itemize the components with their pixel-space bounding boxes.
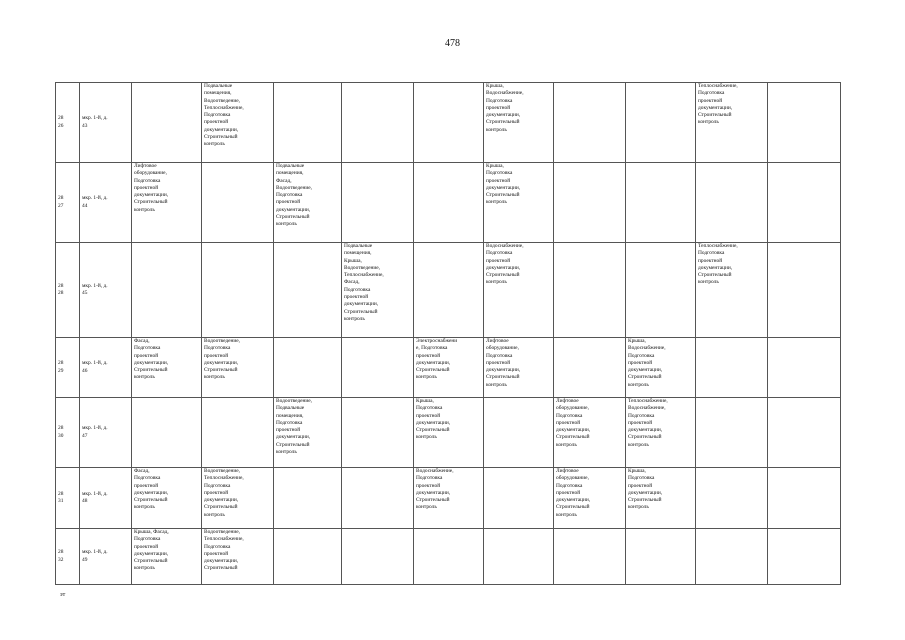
work-cell (554, 163, 626, 243)
work-cell (414, 83, 484, 163)
address-cell: мкр. 1-й, д. 46 (80, 338, 132, 398)
work-cell (484, 529, 554, 585)
work-cell (342, 163, 414, 243)
page-number: 478 (445, 38, 460, 49)
work-cell: Водоотведение, Подвальные помещения, Подготовка проектной документации, Строительный контроль (274, 398, 342, 468)
table-row (56, 243, 841, 338)
work-cell (274, 243, 342, 338)
repair-schedule-table (55, 82, 841, 585)
work-cell (342, 338, 414, 398)
work-cell (274, 468, 342, 529)
work-cell: Подвальные помещения, Водоотведение, Теплоснабжение, Подготовка проектной документации, Строительный контроль (202, 83, 274, 163)
work-cell: Лифтовое оборудование, Подготовка проектной документации, Строительный контроль (554, 398, 626, 468)
work-cell (626, 529, 696, 585)
address-cell: мкр. 1-й, д. 48 (80, 468, 132, 529)
address-cell: мкр. 1-й, д. 49 (80, 529, 132, 585)
row-number-cell: 28 31 (56, 468, 80, 529)
work-cell: Крыша, Подготовка проектной документации, Строительный контроль (626, 468, 696, 529)
work-cell: Водоснабжение, Подготовка проектной документации, Строительный контроль (484, 243, 554, 338)
work-cell (484, 398, 554, 468)
work-cell (202, 398, 274, 468)
row-number-cell: 28 32 (56, 529, 80, 585)
address-cell: мкр. 1-й, д. 43 (80, 83, 132, 163)
work-cell (274, 529, 342, 585)
work-cell (768, 243, 841, 338)
work-cell (414, 529, 484, 585)
work-cell (132, 243, 202, 338)
work-cell (696, 398, 768, 468)
work-cell (132, 83, 202, 163)
work-cell (768, 338, 841, 398)
table-row (56, 338, 841, 398)
work-cell: Водоотведение, Теплоснабжение, Подготовка проектной документации, Строительный (202, 529, 274, 585)
work-cell: Лифтовое оборудование, Подготовка проектной документации, Строительный контроль (484, 338, 554, 398)
work-cell (768, 398, 841, 468)
work-cell (554, 529, 626, 585)
row-number-cell: 28 30 (56, 398, 80, 468)
work-cell (274, 83, 342, 163)
work-cell (554, 243, 626, 338)
work-cell: Крыша, Водоснабжение, Подготовка проектной документации, Строительный контроль (484, 83, 554, 163)
work-cell (342, 83, 414, 163)
work-cell (202, 243, 274, 338)
work-cell: Фасад, Подготовка проектной документации, Строительный контроль (132, 468, 202, 529)
work-cell (554, 338, 626, 398)
work-cell: Водоснабжение, Подготовка проектной документации, Строительный контроль (414, 468, 484, 529)
row-number-cell: 28 29 (56, 338, 80, 398)
work-cell: Теплоснабжение, Водоснабжение, Подготовка проектной документации, Строительный контроль (626, 398, 696, 468)
work-cell: Подвальные помещения, Фасад, Водоотведение, Подготовка проектной документации, Строительный контроль (274, 163, 342, 243)
work-cell (626, 163, 696, 243)
work-cell (484, 468, 554, 529)
work-cell: Теплоснабжение, Подготовка проектной документации, Строительный контроль (696, 83, 768, 163)
work-cell: Крыша, Подготовка проектной документации, Строительный контроль (414, 398, 484, 468)
address-cell: мкр. 1-й, д. 47 (80, 398, 132, 468)
work-cell (414, 163, 484, 243)
work-cell (696, 338, 768, 398)
work-cell: Теплоснабжение, Подготовка проектной документации, Строительный контроль (696, 243, 768, 338)
work-cell: Водоотведение, Подготовка проектной документации, Строительный контроль (202, 338, 274, 398)
address-cell: мкр. 1-й, д. 44 (80, 163, 132, 243)
work-cell (414, 243, 484, 338)
work-cell: Фасад, Подготовка проектной документации, Строительный контроль (132, 338, 202, 398)
work-cell (626, 243, 696, 338)
row-number-cell: 28 27 (56, 163, 80, 243)
work-cell (696, 529, 768, 585)
table-row (56, 468, 841, 529)
work-cell (768, 529, 841, 585)
work-cell (342, 468, 414, 529)
work-cell (626, 83, 696, 163)
work-cell (202, 163, 274, 243)
work-cell: Электроснабжени e, Подготовка проектной документации, Строительный контроль (414, 338, 484, 398)
work-cell: Водоотведение, Теплоснабжение, Подготовка проектной документации, Строительный контроль (202, 468, 274, 529)
footer-note: эт (60, 592, 66, 598)
work-cell (768, 163, 841, 243)
work-cell (768, 83, 841, 163)
work-cell: Лифтовое оборудование, Подготовка проектной документации, Строительный контроль (132, 163, 202, 243)
table-row (56, 83, 841, 163)
work-cell: Крыша, Подготовка проектной документации, Строительный контроль (484, 163, 554, 243)
work-cell: Крыша, Фасад, Подготовка проектной документации, Строительный контроль (132, 529, 202, 585)
work-cell (768, 468, 841, 529)
work-cell (342, 398, 414, 468)
table-body (56, 83, 841, 585)
work-cell (274, 338, 342, 398)
table-row (56, 398, 841, 468)
work-cell: Подвальные помещения, Крыша, Водоотведение, Теплоснабжение, Фасад, Подготовка проектной документации, Строительный контроль (342, 243, 414, 338)
work-cell (132, 398, 202, 468)
work-cell: Лифтовое оборудование, Подготовка проектной документации, Строительный контроль (554, 468, 626, 529)
row-number-cell: 28 26 (56, 83, 80, 163)
work-cell: Крыша, Водоснабжение, Подготовка проектной документации, Строительный контроль (626, 338, 696, 398)
row-number-cell: 28 28 (56, 243, 80, 338)
address-cell: мкр. 1-й, д. 45 (80, 243, 132, 338)
work-cell (554, 83, 626, 163)
table-row (56, 163, 841, 243)
work-cell (696, 468, 768, 529)
work-cell (696, 163, 768, 243)
table-row (56, 529, 841, 585)
work-cell (342, 529, 414, 585)
